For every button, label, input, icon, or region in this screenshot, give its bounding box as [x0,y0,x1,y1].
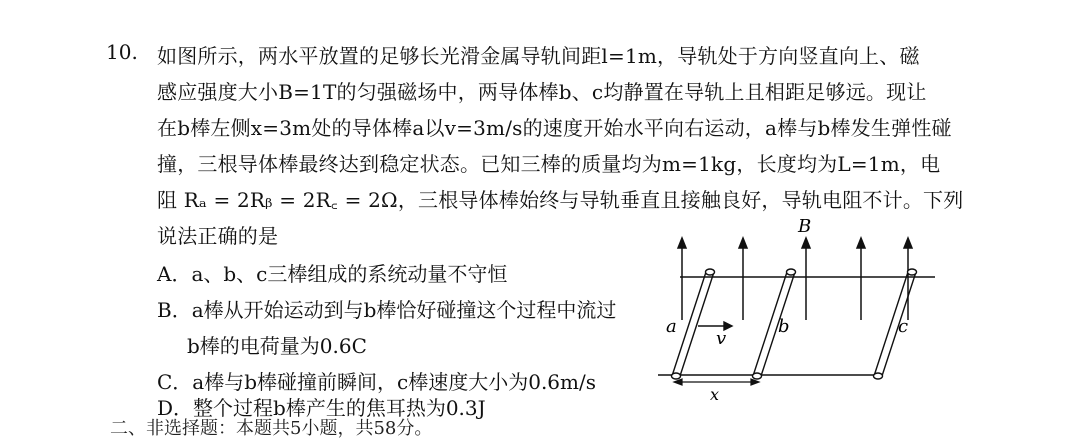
velocity-arrow [698,322,732,330]
stem-line-2: 感应强度大小B=1T的匀强磁场中，两导体棒b、c均静置在导轨上且相距足够远。现让 [157,80,927,104]
question-number: 10. [106,40,138,64]
physics-diagram [640,210,940,410]
rods [672,269,917,379]
stem-line-3: 在b棒左侧x=3m处的导体棒a以v=3m/s的速度开始水平向右运动，a棒与b棒发生弹性碰 [157,116,952,140]
option-a: A．a、b、c三棒组成的系统动量不守恒 [157,262,508,286]
field-label-b: B [798,216,812,237]
field-arrows [678,238,912,320]
option-d: D．整个过程b棒产生的焦耳热为0.3J [157,396,486,420]
stem-line-5: 阻 Rₐ = 2Rᵦ = 2R꜀ = 2Ω，三根导体棒始终与导轨垂直且接触良好，导轨电阻不计。下列 [157,188,964,212]
distance-label: x [710,385,720,404]
rod-label-b: b [778,316,790,337]
next-section-heading-cut: 二、非选择题：本题共5小题，共58分。 [110,418,433,439]
stem-line-4: 撞，三根导体棒最终达到稳定状态。已知三棒的质量均为m=1kg，长度均为L=1m，电 [157,152,941,176]
option-c: C．a棒与b棒碰撞前瞬间，c棒速度大小为0.6m/s [157,370,597,394]
stem-line-6: 说法正确的是 [157,224,279,248]
option-b-continued: b棒的电荷量为0.6C [187,334,367,358]
stem-line-1: 如图所示，两水平放置的足够长光滑金属导轨间距l=1m，导轨处于方向竖直向上、磁 [157,44,920,68]
rod-label-a: a [666,316,677,337]
option-b: B．a棒从开始运动到与b棒恰好碰撞这个过程中流过 [157,298,617,322]
rod-label-c: c [898,316,909,337]
velocity-label: v [716,328,727,349]
